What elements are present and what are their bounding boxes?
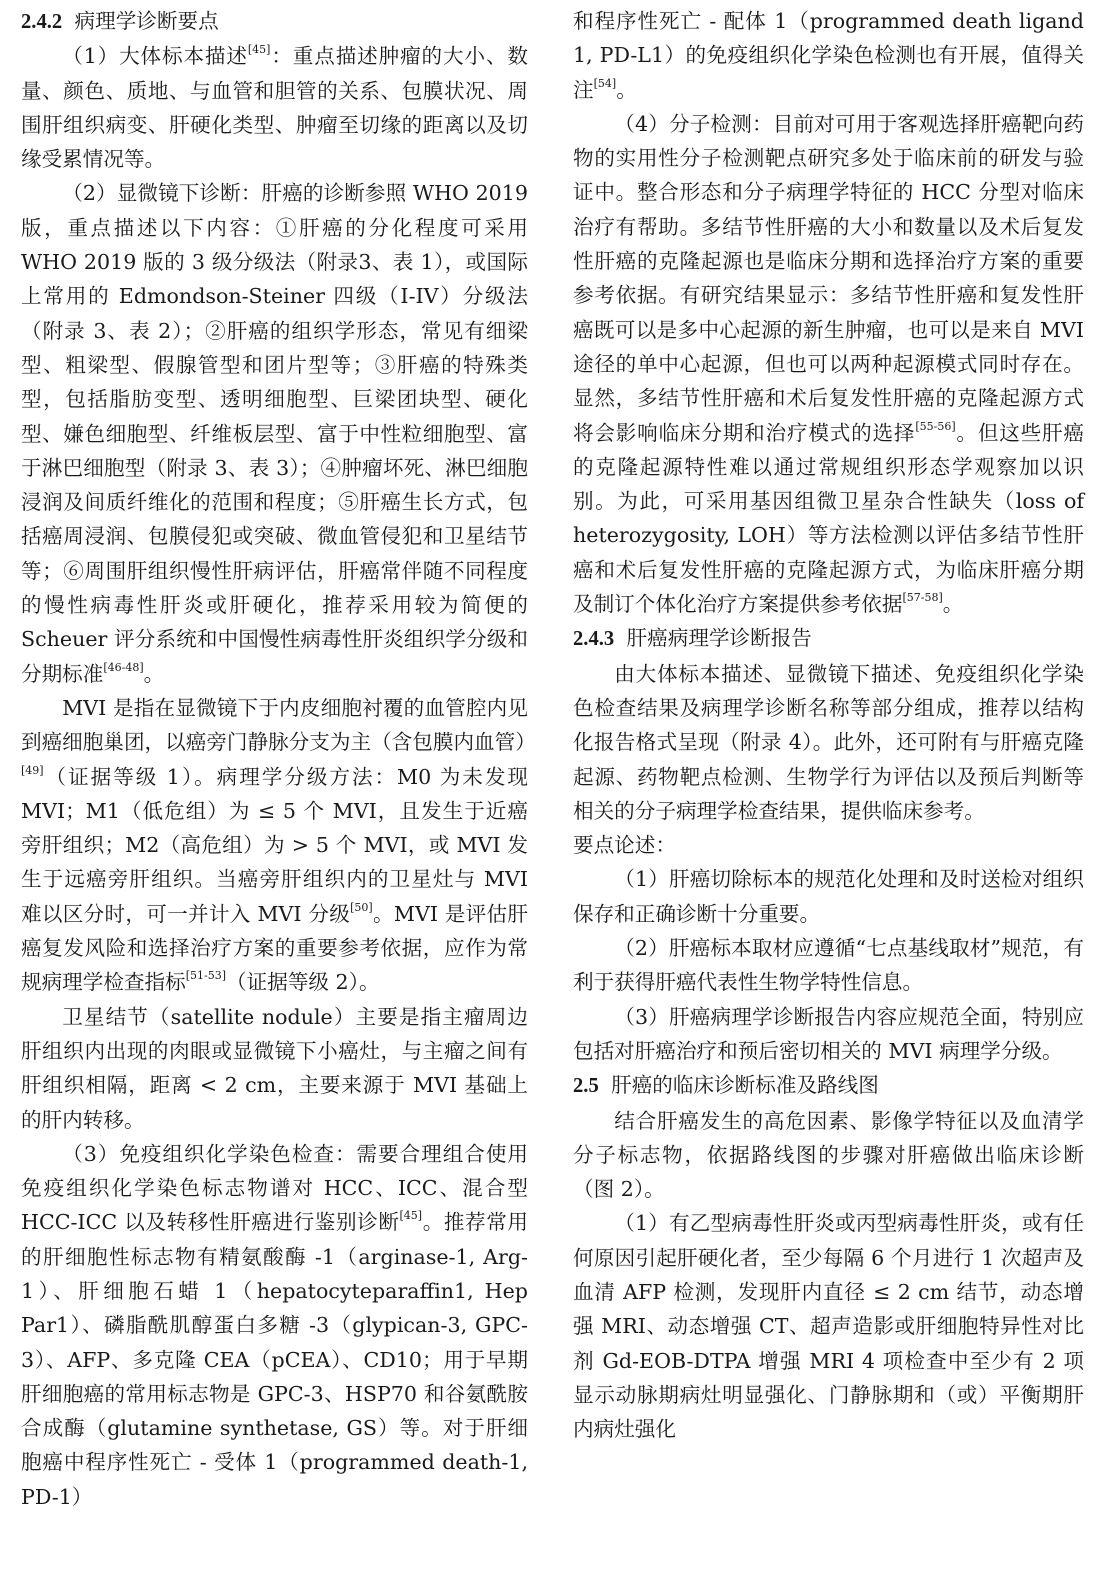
paragraph-text: 。 — [616, 77, 637, 102]
paragraph-mvi — [21, 691, 536, 1000]
paragraph-key-point-3 — [573, 1000, 1084, 1069]
paragraph-text: MVI 是指在显微镜下于内皮细胞衬覆的血管腔内见到癌细胞巢团，以癌旁门静脉分支为主（含包膜内血管） — [21, 695, 536, 755]
paragraph-pdl1-continued — [573, 4, 1084, 107]
paragraph-satellite-nodule — [21, 1000, 528, 1137]
citation-ref: [45] — [247, 43, 271, 57]
citation-ref: [45] — [399, 1209, 423, 1223]
citation-ref: [57-58] — [902, 591, 943, 605]
section-heading-2-5 — [573, 1068, 1084, 1103]
paragraph-text: （4）分子检测：目前对可用于客观选择肝癌靶向药物的实用性分子检测靶点研究多处于临床前的研发与验证中。整合形态和分子病理学特征的 HCC 分型对临床治疗有帮助。多结节性肝癌的大小和数量以及术后复发性肝癌的克隆起源也是临床分期和选择治疗方案的重要参考依据。有研究结果显示：多结节性肝癌和复发性肝癌既可以是多中心起源的新生肿瘤，也可以是来自 MVI 途径的单中心起源，但也可以两种起源模式同时存在。显然，多结节性肝癌和术后复发性肝癌的克隆起源方式将会影响临床分期和治疗模式的选择 — [573, 111, 1084, 445]
paragraph-text: 。但这些肝癌的克隆起源特性难以通过常规组织形态学观察加以识别。为此，可采用基因组微卫星杂合性缺失（loss of heterozygosity, LOH）等方法检测以评估多结节性肝癌和术后复发性肝癌的克隆起源方式，为临床肝癌分期及制订个体化治疗方案提供参考依据 — [573, 420, 1084, 617]
right-column — [573, 4, 1084, 1446]
paragraph-key-point-1 — [573, 862, 1084, 931]
paragraph-text: （1）大体标本描述 — [62, 44, 248, 69]
paragraph-text: （2）肝癌标本取材应遵循“七点基线取材”规范，有利于获得肝癌代表性生物学特性信息。 — [573, 936, 1084, 995]
left-column — [21, 4, 536, 1514]
paragraph-microscopic-diagnosis — [21, 176, 528, 690]
paragraph-text: （1）肝癌切除标本的规范化处理和及时送检对组织保存和正确诊断十分重要。 — [573, 867, 1084, 926]
paragraph-text: （3）免疫组织化学染色检查：需要合理组合使用免疫组织化学染色标志物谱对 HCC、ICC、混合型 HCC-ICC 以及转移性肝癌进行鉴别诊断 — [21, 1141, 528, 1235]
citation-ref: [55-56] — [915, 419, 956, 433]
paragraph-gross-description — [21, 39, 528, 176]
paragraph-pathology-report — [573, 657, 1084, 828]
citation-ref: [49] — [21, 763, 44, 777]
paragraph-text: 。推荐常用的肝细胞性标志物有精氨酸酶 -1（arginase-1, Arg-1）、肝细胞石蜡 1（hepatocyteparaffin1, Hep Par1）、磷脂酰肌醇蛋白多糖 -3（glypican-3, GPC-3）、AFP、多克隆 CEA（pCEA）、CD10；用于早期肝细胞癌的常用标志物是 GPC-3、HSP70 和谷氨酰胺合成酶（glutamine synthetase, GS）等。对于肝细胞癌中程序性死亡 - 受体 1（programmed death-1, PD-1） — [21, 1210, 528, 1509]
paragraph-text: 。MVI 是评估肝癌复发风险和选择治疗方案的重要参考依据，应作为常规病理学检查指标 — [21, 901, 529, 995]
section-title: 病理学诊断要点 — [74, 9, 219, 33]
paragraph-clinical-diagnosis — [573, 1104, 1084, 1207]
paragraph-immunohistochemistry — [21, 1137, 528, 1514]
section-heading-2-4-2 — [21, 4, 528, 39]
paragraph-text: 由大体标本描述、显微镜下描述、免疫组织化学染色检查结果及病理学诊断名称等部分组成，推荐以结构化报告格式呈现（附录 4）。此外，还可附有与肝癌克隆起源、药物靶点检测、生物学行为评估以及预后判断等相关的分子病理学检查结果，提供临床参考。 — [573, 661, 1084, 823]
paragraph-text: （2）显微镜下诊断：肝癌的诊断参照 WHO 2019 版，重点描述以下内容：①肝癌的分化程度可采用 WHO 2019 版的 3 级分级法（附录3、表 1），或国际上常用的 Edmondson-Steiner 四级（I-IV）分级法（附录 3、表 2）；②肝癌的组织学形态，常见有细梁型、粗梁型、假腺管型和团片型等；③肝癌的特殊类型，包括脂肪变型、透明细胞型、巨梁团块型、硬化型、嫌色细胞型、纤维板层型、富于中性粒细胞型、富于淋巴细胞型（附录 3、表 3）；④肿瘤坏死、淋巴细胞浸润及间质纤维化的范围和程度；⑤肝癌生长方式，包括癌周浸润、包膜侵犯或突破、微血管侵犯和卫星结节等；⑥周围肝组织慢性肝病评估，肝癌常伴随不同程度的慢性病毒性肝炎或肝硬化，推荐采用较为简便的 Scheuer 评分系统和中国慢性病毒性肝炎组织学分级和分期标准 — [21, 181, 528, 686]
citation-ref: [50] — [350, 900, 373, 914]
paragraph-text: ：重点描述肿瘤的大小、数量、颜色、质地、与血管和胆管的关系、包膜状况、周围肝组织病变、肝硬化类型、肿瘤至切缘的距离以及切缘受累情况等。 — [21, 44, 528, 172]
citation-ref: [54] — [593, 76, 617, 90]
paragraph-molecular-testing — [573, 107, 1084, 621]
section-title: 肝癌的临床诊断标准及路线图 — [611, 1073, 879, 1098]
paragraph-text: 和程序性死亡 - 配体 1（programmed death ligand 1, PD-L1）的免疫组织化学染色检测也有开展，值得关注 — [573, 9, 1084, 102]
paragraph-text: （3）肝癌病理学诊断报告内容应规范全面，特别应包括对肝癌治疗和预后密切相关的 MVI 病理学分级。 — [573, 1004, 1084, 1063]
section-number: 2.5 — [573, 1075, 599, 1098]
citation-ref: [51-53] — [185, 969, 227, 983]
paragraph-text: 卫星结节（satellite nodule）主要是指主瘤周边肝组织内出现的肉眼或显微镜下小癌灶，与主瘤之间有肝组织相隔，距离 < 2 cm，主要来源于 MVI 基础上的肝内转移。 — [21, 1004, 528, 1132]
paragraph-text: 。 — [942, 592, 964, 617]
paragraph-text: （证据等级 2）。 — [226, 970, 380, 995]
paragraph-key-point-2 — [573, 931, 1084, 1000]
paragraph-key-points-label — [573, 828, 1084, 862]
paragraph-text: （1）有乙型病毒性肝炎或丙型病毒性肝炎，或有任何原因引起肝硬化者，至少每隔 6 个月进行 1 次超声及血清 AFP 检测，发现肝内直径 ≤ 2 cm 结节，动态增强 MRI、动态增强 CT、超声造影或肝细胞特异性对比剂 Gd-EOB-DTPA 增强 MRI 4 项检查中至少有 2 项显示动脉期病灶明显强化、门静脉期和（或）平衡期肝内病灶强化 — [573, 1211, 1084, 1442]
paragraph-text: 要点论述： — [573, 833, 676, 858]
paragraph-text: 。 — [143, 661, 165, 686]
paragraph-text: （证据等级 1）。病理学分级方法：M0 为未发现 MVI；M1（低危组）为 ≤ 5 个 MVI，且发生于近癌旁肝组织；M2（高危组）为 > 5 个 MVI，或 MVI 发生于远癌旁肝组织。当癌旁肝组织内的卫星灶与 MVI 难以区分时，可一并计入 MVI 分级 — [21, 764, 528, 926]
paragraph-text: 结合肝癌发生的高危因素、影像学特征以及血清学分子标志物，依据路线图的步骤对肝癌做出临床诊断（图 2）。 — [573, 1108, 1084, 1202]
section-number: 2.4.2 — [21, 11, 63, 33]
section-title: 肝癌病理学诊断报告 — [626, 626, 812, 651]
paragraph-clinical-criterion-1 — [573, 1206, 1084, 1446]
section-heading-2-4-3 — [573, 621, 1084, 656]
section-number: 2.4.3 — [573, 628, 615, 651]
citation-ref: [46-48] — [103, 660, 144, 674]
